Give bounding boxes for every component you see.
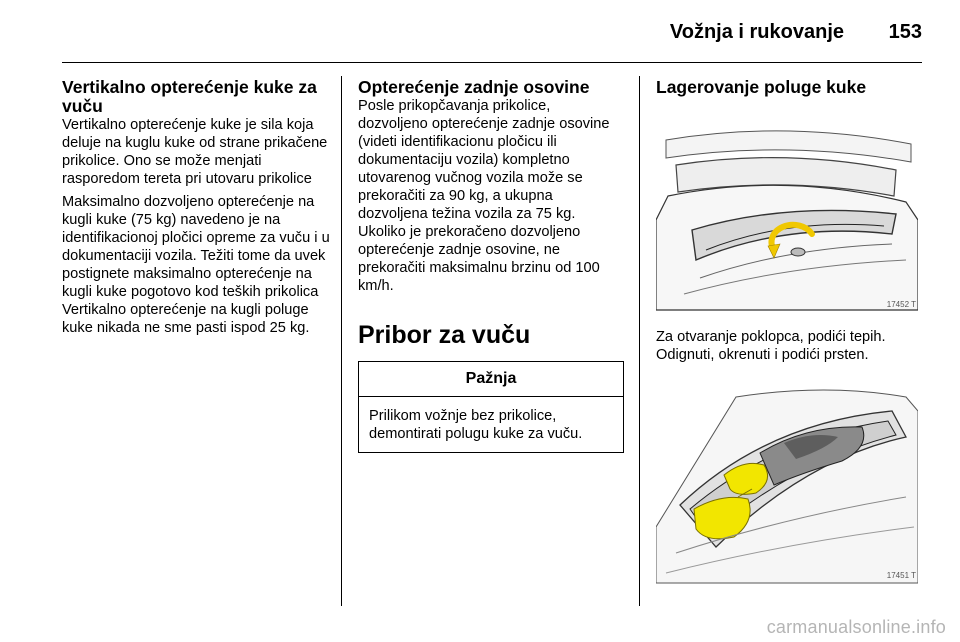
column-2 xyxy=(358,78,624,453)
storage-compartment-illustration xyxy=(656,377,918,587)
figure-trunk-floor-cover xyxy=(656,110,918,316)
figure-code: 17452 T xyxy=(886,300,916,309)
header-title: Vožnja i rukovanje xyxy=(669,21,844,43)
watermark: carmanualsonline.info xyxy=(766,617,946,637)
figure-tow-bar-storage xyxy=(656,377,918,587)
column-3 xyxy=(656,78,918,587)
paragraph: Maksimalno dozvoljeno opterećenje na kugli kuke (75 kg) navedeno je na identifikacionoj pločici opreme za vuču i u dokumentaciji vozila. Težiti tome da uvek postignete maksimalno opterećenje na kugli kuke pogotovo kod teških prikolica Vertikalno opterećenje na kugli poluge kuke nikada ne sme pasti ispod 25 kg. xyxy=(62,194,330,336)
notice-text: Prilikom vožnje bez prikolice, demontirati polugu kuke za vuču. xyxy=(369,408,583,442)
section-heading-rear-axle: Opterećenje zadnje osovine xyxy=(358,77,590,97)
column-divider xyxy=(341,76,342,606)
column-1 xyxy=(62,78,330,342)
column-divider xyxy=(639,76,640,606)
section-title-towing-equipment: Pribor za vuču xyxy=(358,321,531,349)
figure-code: 17451 T xyxy=(886,571,916,580)
figure-caption: Za otvaranje poklopca, podići tepih. Odignuti, okrenuti i podići prsten. xyxy=(656,329,886,363)
notice-box xyxy=(358,361,624,453)
section-heading-vertical-load: Vertikalno opterećenje kuke za vuču xyxy=(62,77,317,116)
paragraph: Posle prikopčavanja prikolice, dozvoljeno opterećenje zadnje osovine (videti identifikacionu pločicu ili dokumentaciju vozila) kompletno utovarenog vučnog vozila može se prekoračiti za 90 kg, a ukupna dozvoljena težina vozila za 75 kg. Ukoliko je prekoračeno dozvoljeno opterećenje zadnje osovine, ne prekoračiti maksimalnu brzinu od 100 km/h. xyxy=(358,98,610,294)
page-number: 153 xyxy=(888,21,922,43)
paragraph: Vertikalno opterećenje kuke je sila koja deluje na kuglu kuke od strane prikačene prikolice. Ono se može menjati rasporedom tereta pri utovaru prikolice xyxy=(62,117,328,187)
section-heading-storage: Lagerovanje poluge kuke xyxy=(656,77,867,97)
page-header xyxy=(62,0,922,63)
trunk-floor-illustration xyxy=(656,110,918,316)
notice-title: Pažnja xyxy=(359,362,623,397)
